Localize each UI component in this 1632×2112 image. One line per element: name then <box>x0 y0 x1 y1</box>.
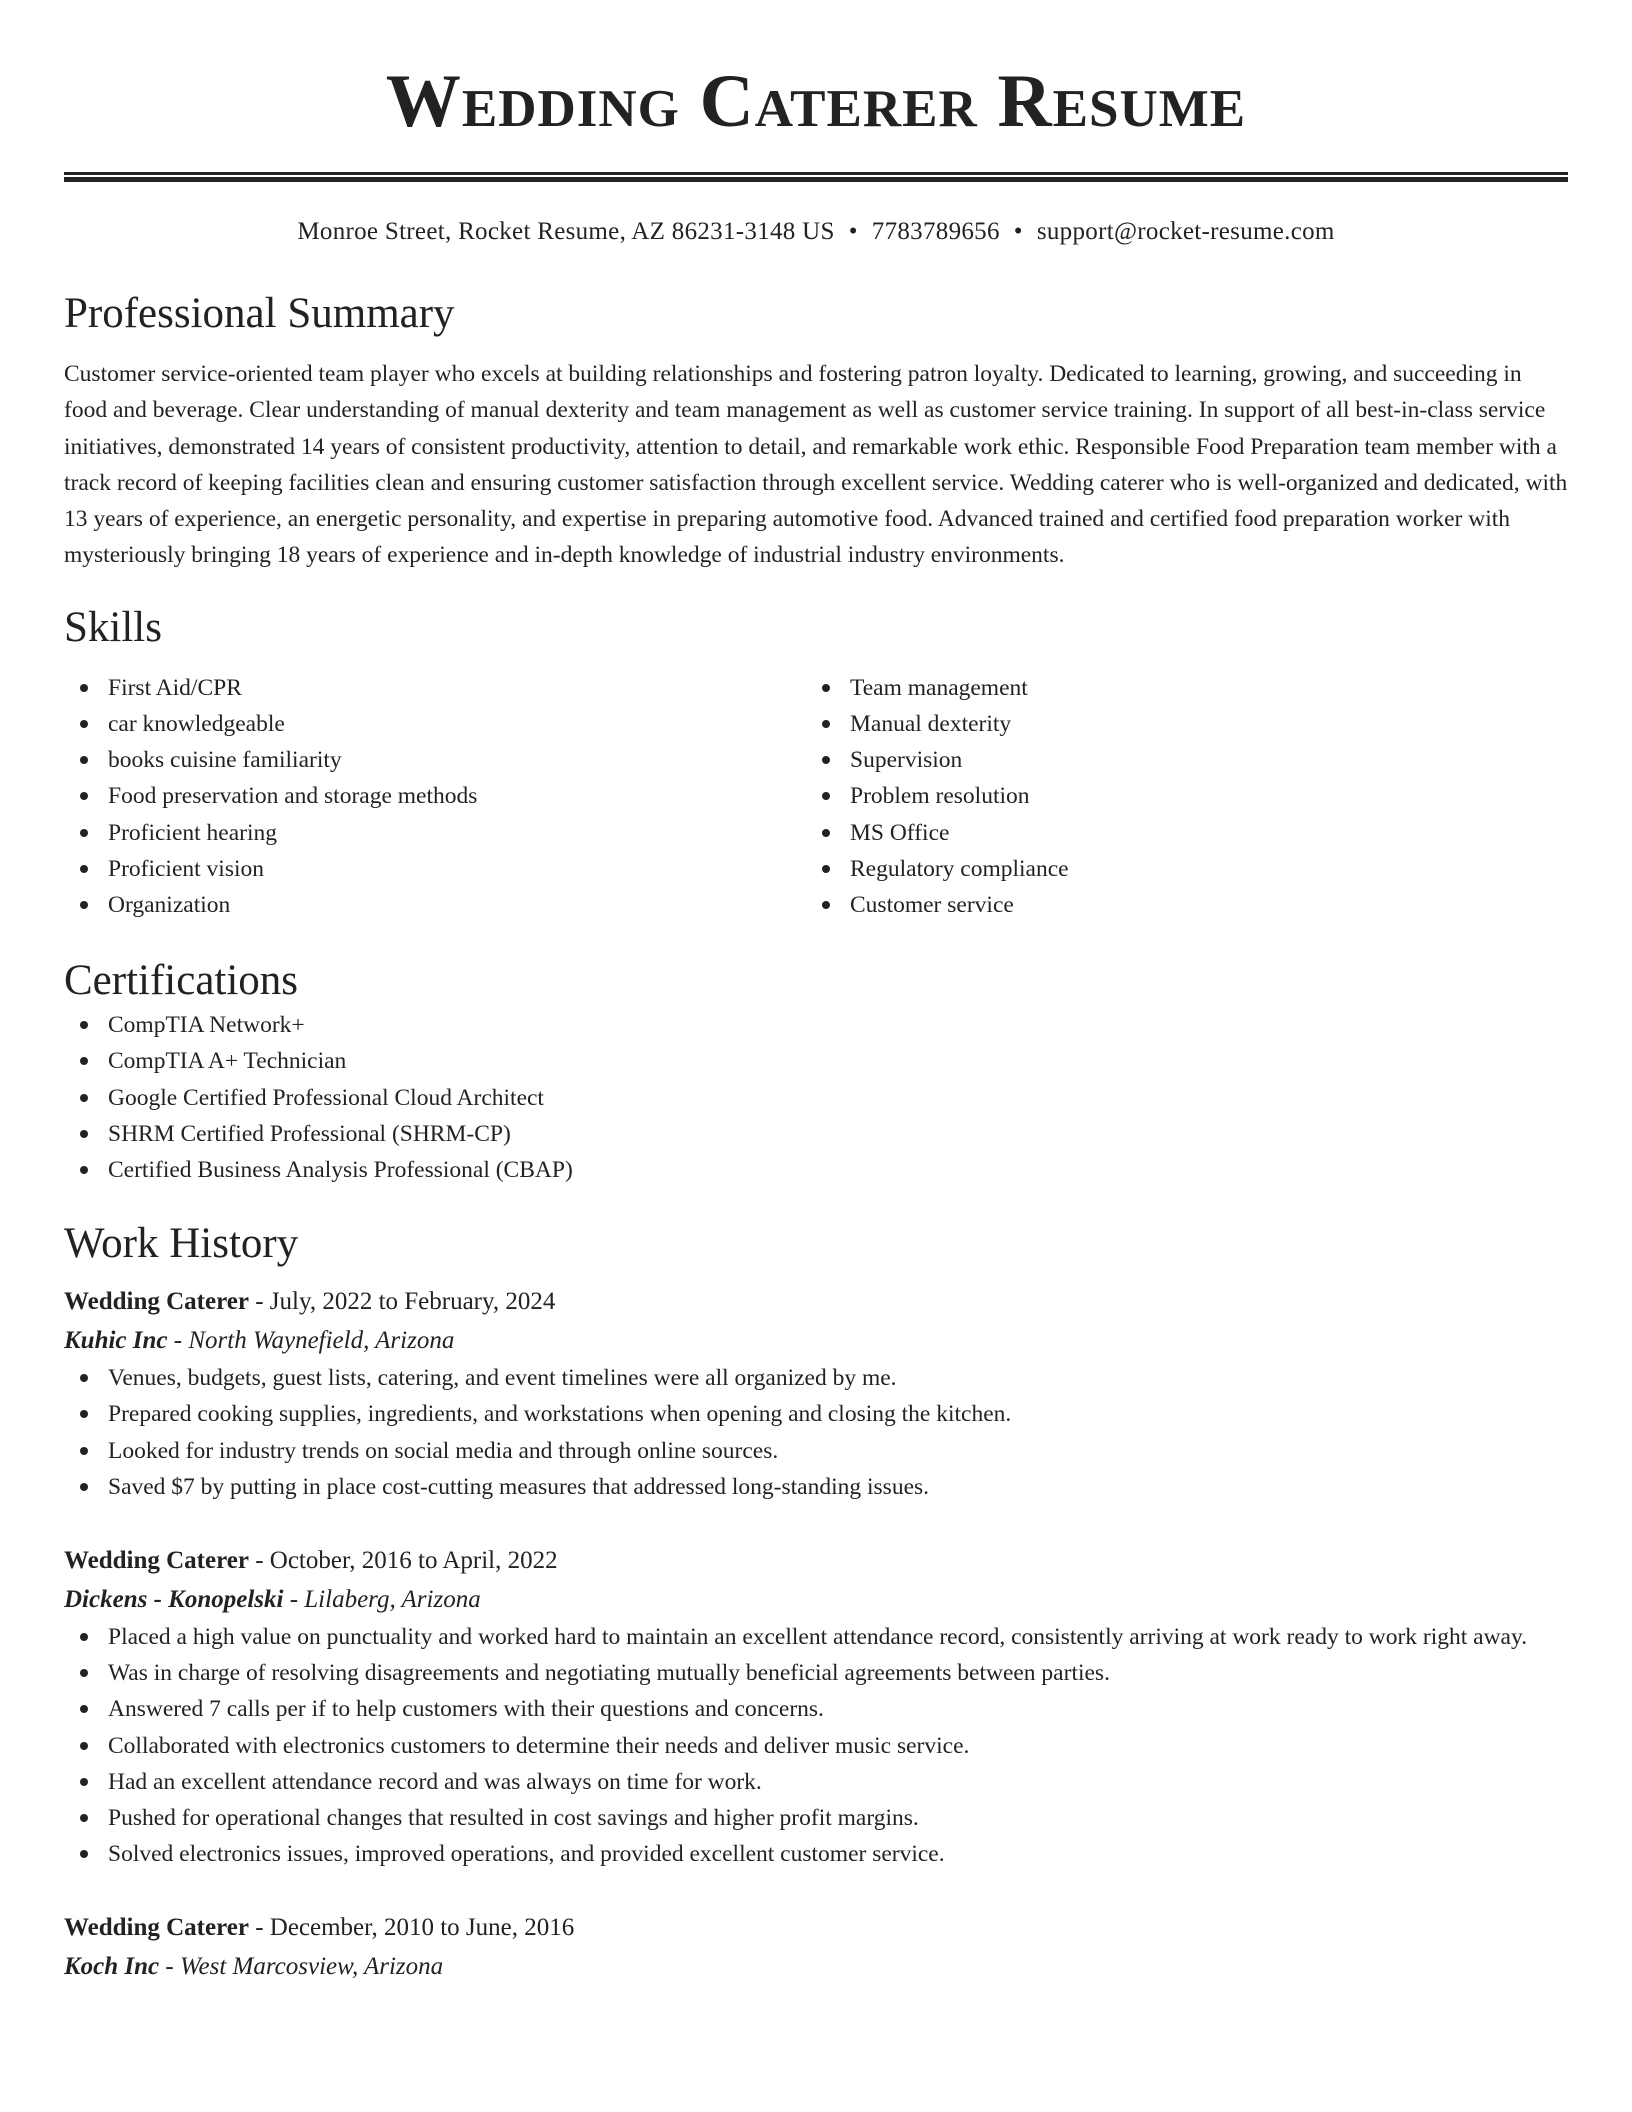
job-title-line <box>64 1282 1568 1322</box>
bullet-icon <box>80 1410 88 1418</box>
job-duty-item <box>64 1728 1568 1764</box>
job-duty-item <box>64 1619 1568 1655</box>
job-role: Wedding Caterer <box>64 1288 249 1316</box>
contact-line <box>64 216 1568 248</box>
employer-line <box>64 1322 1568 1360</box>
bullet-icon <box>822 756 830 764</box>
job-title-line <box>64 1541 1568 1581</box>
certification-text: CompTIA Network+ <box>108 1012 305 1039</box>
job-entry <box>64 1541 1568 1872</box>
job-role: Wedding Caterer <box>64 1914 249 1942</box>
bullet-icon <box>822 720 830 728</box>
job-duty-text: Placed a high value on punctuality and worked hard to maintain an excellent attendance record, consistently arriving at work ready to work right away. <box>108 1624 1528 1651</box>
bullet-icon <box>80 1705 88 1713</box>
job-duty-item <box>64 1469 1568 1505</box>
skill-text: books cuisine familiarity <box>108 747 342 774</box>
job-location: - West Marcosview, Arizona <box>165 1953 444 1981</box>
bullet-icon <box>80 1850 88 1858</box>
employer-line <box>64 1581 1568 1619</box>
certifications-list <box>64 1007 1568 1188</box>
skill-text: Supervision <box>850 747 963 774</box>
skills-list-left <box>64 670 806 923</box>
bullet-icon <box>80 720 88 728</box>
certification-item <box>64 1007 1568 1043</box>
job-duty-item <box>64 1836 1568 1872</box>
job-entry <box>64 1908 1568 1986</box>
skills-heading: Skills <box>64 603 162 651</box>
skill-text: Team management <box>850 674 1028 701</box>
job-title-line <box>64 1908 1568 1948</box>
job-duty-item <box>64 1691 1568 1727</box>
bullet-icon <box>80 1814 88 1822</box>
bullet-icon <box>822 901 830 909</box>
skill-text: First Aid/CPR <box>108 674 242 701</box>
skill-text: Proficient vision <box>108 855 264 882</box>
bullet-icon <box>80 829 88 837</box>
bullet-icon <box>80 1669 88 1677</box>
skill-item <box>64 887 806 923</box>
job-duty-item <box>64 1800 1568 1836</box>
skill-item <box>64 742 806 778</box>
skill-item <box>806 815 1548 851</box>
job-dates: - December, 2010 to June, 2016 <box>255 1914 575 1942</box>
bullet-icon <box>80 1057 88 1065</box>
certification-text: Certified Business Analysis Professional (CBAP) <box>108 1157 573 1184</box>
bullet-icon <box>80 1374 88 1382</box>
skill-text: Manual dexterity <box>850 710 1012 737</box>
skill-text: Food preservation and storage methods <box>108 783 478 810</box>
skill-text: Problem resolution <box>850 783 1030 810</box>
certifications-heading: Certifications <box>64 957 299 1005</box>
job-duty-text: Had an excellent attendance record and was always on time for work. <box>108 1768 762 1795</box>
certification-text: Google Certified Professional Cloud Architect <box>108 1084 544 1111</box>
bullet-icon <box>80 865 88 873</box>
skill-item <box>806 887 1548 923</box>
certification-text: SHRM Certified Professional (SHRM-CP) <box>108 1120 511 1147</box>
job-duty-item <box>64 1433 1568 1469</box>
certification-item <box>64 1152 1568 1188</box>
certification-item <box>64 1080 1568 1116</box>
contact-separator: • <box>1013 218 1023 245</box>
summary-heading: Professional Summary <box>64 290 455 337</box>
bullet-icon <box>822 865 830 873</box>
job-entry <box>64 1282 1568 1505</box>
skill-item <box>806 851 1548 887</box>
skill-text: MS Office <box>850 819 950 846</box>
summary-text: Customer service-oriented team player who excels at building relationships and fostering patron loyalty. Dedicated to learning, growing, and succeeding in food and beverage. Clear understanding of manual dexterity and team management as well as customer service training. In support of all best-in-class service initiatives, demonstrated 14 years of consistent productivity, attention to detail, and remarkable work ethic. Responsible Food Preparation team member with a track record of keeping facilities clean and ensuring customer satisfaction through excellent service. Wedding caterer who is well-organized and dedicated, with 13 years of experience, an energetic personality, and expertise in preparing automotive food. Advanced trained and certified food preparation worker with mysteriously bringing 18 years of experience and in-depth knowledge of industrial industry environments. <box>64 361 1568 569</box>
skill-item <box>64 851 806 887</box>
employer-line <box>64 1948 1568 1986</box>
skills-list-right <box>806 670 1548 923</box>
skills-column-left <box>64 670 806 923</box>
bullet-icon <box>80 1447 88 1455</box>
bullet-icon <box>822 829 830 837</box>
skill-text: Customer service <box>850 892 1014 918</box>
bullet-icon <box>80 901 88 909</box>
job-company: Koch Inc <box>64 1953 160 1981</box>
bullet-icon <box>80 1633 88 1641</box>
job-duty-text: Collaborated with electronics customers to determine their needs and deliver music service. <box>108 1732 970 1759</box>
contact-separator: • <box>848 218 858 245</box>
bullet-icon <box>80 1166 88 1174</box>
skill-item <box>64 670 806 706</box>
job-duty-text: Looked for industry trends on social media and through online sources. <box>108 1437 779 1464</box>
job-duty-text: Was in charge of resolving disagreements and negotiating mutually beneficial agreements between parties. <box>108 1660 1110 1687</box>
bullet-icon <box>822 684 830 692</box>
contact-address: Monroe Street, Rocket Resume, AZ 86231-3148 US <box>297 218 835 245</box>
skill-text: Organization <box>108 892 231 918</box>
job-duties-list <box>64 1360 1568 1505</box>
job-duty-text: Answered 7 calls per if to help customers with their questions and concerns. <box>108 1696 824 1723</box>
skill-text: car knowledgeable <box>108 710 285 737</box>
job-duty-text: Pushed for operational changes that resulted in cost savings and higher profit margins. <box>108 1805 919 1832</box>
job-duty-text: Solved electronics issues, improved operations, and provided excellent customer service. <box>108 1841 945 1868</box>
bullet-icon <box>80 684 88 692</box>
job-duty-item <box>64 1360 1568 1396</box>
skill-item <box>806 742 1548 778</box>
job-duty-text: Prepared cooking supplies, ingredients, and workstations when opening and closing the kitchen. <box>108 1401 1012 1428</box>
skill-item <box>806 778 1548 814</box>
bullet-icon <box>80 792 88 800</box>
certification-text: CompTIA A+ Technician <box>108 1048 347 1075</box>
skill-item <box>64 706 806 742</box>
job-duties-list <box>64 1619 1568 1872</box>
job-duty-text: Venues, budgets, guest lists, catering, and event timelines were all organized by me. <box>108 1365 897 1392</box>
bullet-icon <box>822 792 830 800</box>
resume-title: Wedding Caterer Resume <box>385 60 1247 143</box>
job-duty-item <box>64 1396 1568 1432</box>
bullet-icon <box>80 1130 88 1138</box>
bullet-icon <box>80 1742 88 1750</box>
skill-item <box>806 706 1548 742</box>
skills-grid <box>64 670 1568 923</box>
certification-item <box>64 1043 1568 1079</box>
job-company: Dickens - Konopelski <box>64 1586 284 1614</box>
contact-email: support@rocket-resume.com <box>1036 218 1335 245</box>
job-duty-text: Saved $7 by putting in place cost-cutting measures that addressed long-standing issues. <box>108 1473 930 1500</box>
skills-column-right <box>806 670 1548 923</box>
title-divider <box>64 172 1568 182</box>
bullet-icon <box>80 1778 88 1786</box>
contact-phone: 7783789656 <box>871 218 1000 245</box>
skill-item <box>806 670 1548 706</box>
bullet-icon <box>80 1483 88 1491</box>
skill-text: Proficient hearing <box>108 819 278 846</box>
skill-item <box>64 778 806 814</box>
bullet-icon <box>80 1021 88 1029</box>
skill-item <box>64 815 806 851</box>
bullet-icon <box>80 1094 88 1102</box>
job-company: Kuhic Inc <box>64 1327 168 1355</box>
certification-item <box>64 1116 1568 1152</box>
skill-text: Regulatory compliance <box>850 855 1069 882</box>
job-dates: - July, 2022 to February, 2024 <box>255 1288 556 1316</box>
job-dates: - October, 2016 to April, 2022 <box>255 1547 558 1575</box>
bullet-icon <box>80 756 88 764</box>
job-location: - Lilaberg, Arizona <box>289 1586 481 1614</box>
job-duty-item <box>64 1764 1568 1800</box>
job-role: Wedding Caterer <box>64 1547 249 1575</box>
work-history-heading: Work History <box>64 1220 299 1268</box>
job-duty-item <box>64 1655 1568 1691</box>
job-location: - North Waynefield, Arizona <box>173 1327 455 1355</box>
